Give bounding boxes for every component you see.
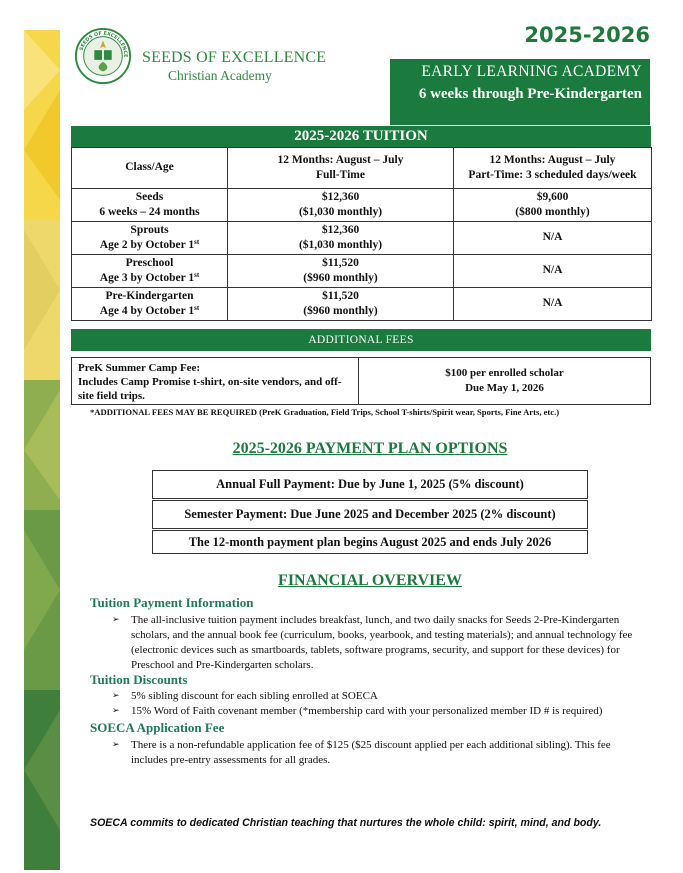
full-time-cell — [228, 222, 454, 255]
part-price: N/A — [542, 264, 563, 277]
tuition-title: 2025-2026 TUITION — [71, 126, 651, 147]
program-banner — [390, 59, 650, 125]
full-time-header-line1: 12 Months: August – July — [277, 153, 404, 166]
class-age: Age 2 by October 1st — [99, 238, 200, 251]
full-monthly: ($1,030 monthly) — [298, 239, 383, 251]
school-seal-logo — [74, 27, 132, 85]
part-price: N/A — [542, 297, 563, 310]
closing-statement: SOECA commits to dedicated Christian teaching that nurtures the whole child: spirit, mind, and body. — [90, 817, 602, 829]
camp-fee-details: Includes Camp Promise t-shirt, on-site vendors, and off-site field trips. — [78, 376, 342, 402]
full-time-header — [228, 148, 454, 189]
payment-option-semester: Semester Payment: Due June 2025 and December 2025 (2% discount) — [152, 500, 588, 529]
tuition-header-row — [72, 148, 652, 189]
additional-fees-note: *ADDITIONAL FEES MAY BE REQUIRED (PreK Graduation, Field Trips, School T-shirts/Spirit wear, Sports, Fine Arts, etc.) — [90, 407, 560, 417]
camp-fee-price: $100 per enrolled scholar — [445, 367, 564, 379]
class-cell — [72, 288, 228, 321]
class-age-header: Class/Age — [72, 148, 228, 189]
full-monthly: ($960 monthly) — [303, 272, 378, 284]
camp-fee-description — [72, 358, 359, 404]
class-name: Seeds — [135, 190, 164, 203]
arrow-bullet-icon: ➢ — [112, 706, 120, 716]
text-line: There is a non-refundable application fee of $125 ($25 discount applied per each additional sibling). This fee — [131, 739, 611, 751]
payment-plan-title: 2025-2026 PAYMENT PLAN OPTIONS — [232, 440, 508, 457]
full-price: $11,520 — [322, 289, 359, 302]
full-monthly: ($960 monthly) — [303, 305, 378, 317]
class-cell — [72, 255, 228, 288]
text-line: (electronic devices such as smartboards, tablets, software programs, security, and support for these devices) for — [131, 644, 620, 656]
part-time-cell — [454, 222, 652, 255]
list-item — [112, 704, 652, 719]
tuition-info-text — [131, 613, 632, 673]
full-time-header-line2: Full-Time — [316, 169, 365, 181]
text-line: The all-inclusive tuition payment includes breakfast, lunch, and two daily snacks for Seeds 2-Pre-Kindergarten — [131, 614, 620, 626]
discount-sibling: 5% sibling discount for each sibling enrolled at SOECA — [131, 690, 378, 702]
part-price: $9,600 — [536, 190, 569, 203]
part-monthly: ($800 monthly) — [515, 206, 590, 218]
part-time-cell — [454, 189, 652, 222]
camp-fee-amount — [359, 358, 650, 404]
text-line: Preschool and Pre-Kindergarten scholars. — [131, 659, 314, 671]
list-item — [112, 738, 652, 768]
class-age: Age 3 by October 1st — [99, 271, 200, 284]
class-name: Sprouts — [130, 223, 169, 236]
part-time-header-line2: Part-Time: 3 scheduled days/week — [468, 169, 637, 181]
payment-option-annual: Annual Full Payment: Due by June 1, 2025 (5% discount) — [152, 470, 588, 499]
arrow-bullet-icon: ➢ — [112, 615, 120, 625]
text-line: scholars, and the annual book fee (curriculum, books, yearbook, and testing materials); and annual technology fee — [131, 629, 633, 641]
full-monthly: ($1,030 monthly) — [298, 206, 383, 218]
class-age: Age 4 by October 1st — [99, 304, 200, 317]
full-price: $11,520 — [322, 256, 359, 269]
part-time-cell — [454, 255, 652, 288]
tuition-info-heading: Tuition Payment Information — [90, 595, 254, 610]
class-age: 6 weeks – 24 months — [99, 206, 200, 218]
arrow-bullet-icon: ➢ — [112, 691, 120, 701]
additional-fees-title: ADDITIONAL FEES — [71, 329, 651, 351]
school-year: 2025-2026 — [524, 23, 650, 47]
tuition-table — [71, 147, 652, 321]
camp-fee-due-date: Due May 1, 2026 — [465, 382, 544, 394]
full-time-cell — [228, 189, 454, 222]
class-cell — [72, 189, 228, 222]
camp-fee-label: PreK Summer Camp Fee: — [78, 362, 201, 374]
full-price: $12,360 — [321, 223, 360, 236]
payment-option-monthly: The 12-month payment plan begins August 2025 and ends July 2026 — [152, 530, 588, 554]
class-name: Preschool — [125, 256, 174, 269]
application-fee-heading: SOECA Application Fee — [90, 720, 225, 735]
additional-fees-box — [71, 357, 651, 405]
part-time-header — [454, 148, 652, 189]
table-row — [72, 288, 652, 321]
tuition-discounts-heading: Tuition Discounts — [90, 672, 188, 687]
full-price: $12,360 — [321, 190, 360, 203]
list-item — [112, 613, 652, 675]
part-time-cell — [454, 288, 652, 321]
table-row — [72, 189, 652, 222]
part-price: N/A — [542, 231, 563, 244]
table-row — [72, 255, 652, 288]
class-name: Pre-Kindergarten — [105, 289, 194, 302]
program-name: EARLY LEARNING ACADEMY — [421, 63, 642, 80]
school-subtitle: Christian Academy — [168, 68, 272, 83]
discount-covenant: 15% Word of Faith covenant member (*membership card with your personalized member ID # is required) — [131, 705, 603, 717]
arrow-bullet-icon: ➢ — [112, 740, 120, 750]
program-age-range: 6 weeks through Pre-Kindergarten — [418, 86, 642, 102]
full-time-cell — [228, 255, 454, 288]
table-row — [72, 222, 652, 255]
financial-overview-title: FINANCIAL OVERVIEW — [278, 572, 462, 589]
svg-text:SEEDS OF EXCELLENCE: SEEDS OF EXCELLENCE — [79, 31, 128, 58]
application-fee-text — [131, 738, 611, 768]
class-cell — [72, 222, 228, 255]
list-item — [112, 689, 652, 704]
school-name: SEEDS OF EXCELLENCE — [142, 49, 327, 66]
part-time-header-line1: 12 Months: August – July — [489, 153, 616, 166]
full-time-cell — [228, 288, 454, 321]
text-line: includes pre-entry assessments for all grades. — [131, 754, 331, 766]
